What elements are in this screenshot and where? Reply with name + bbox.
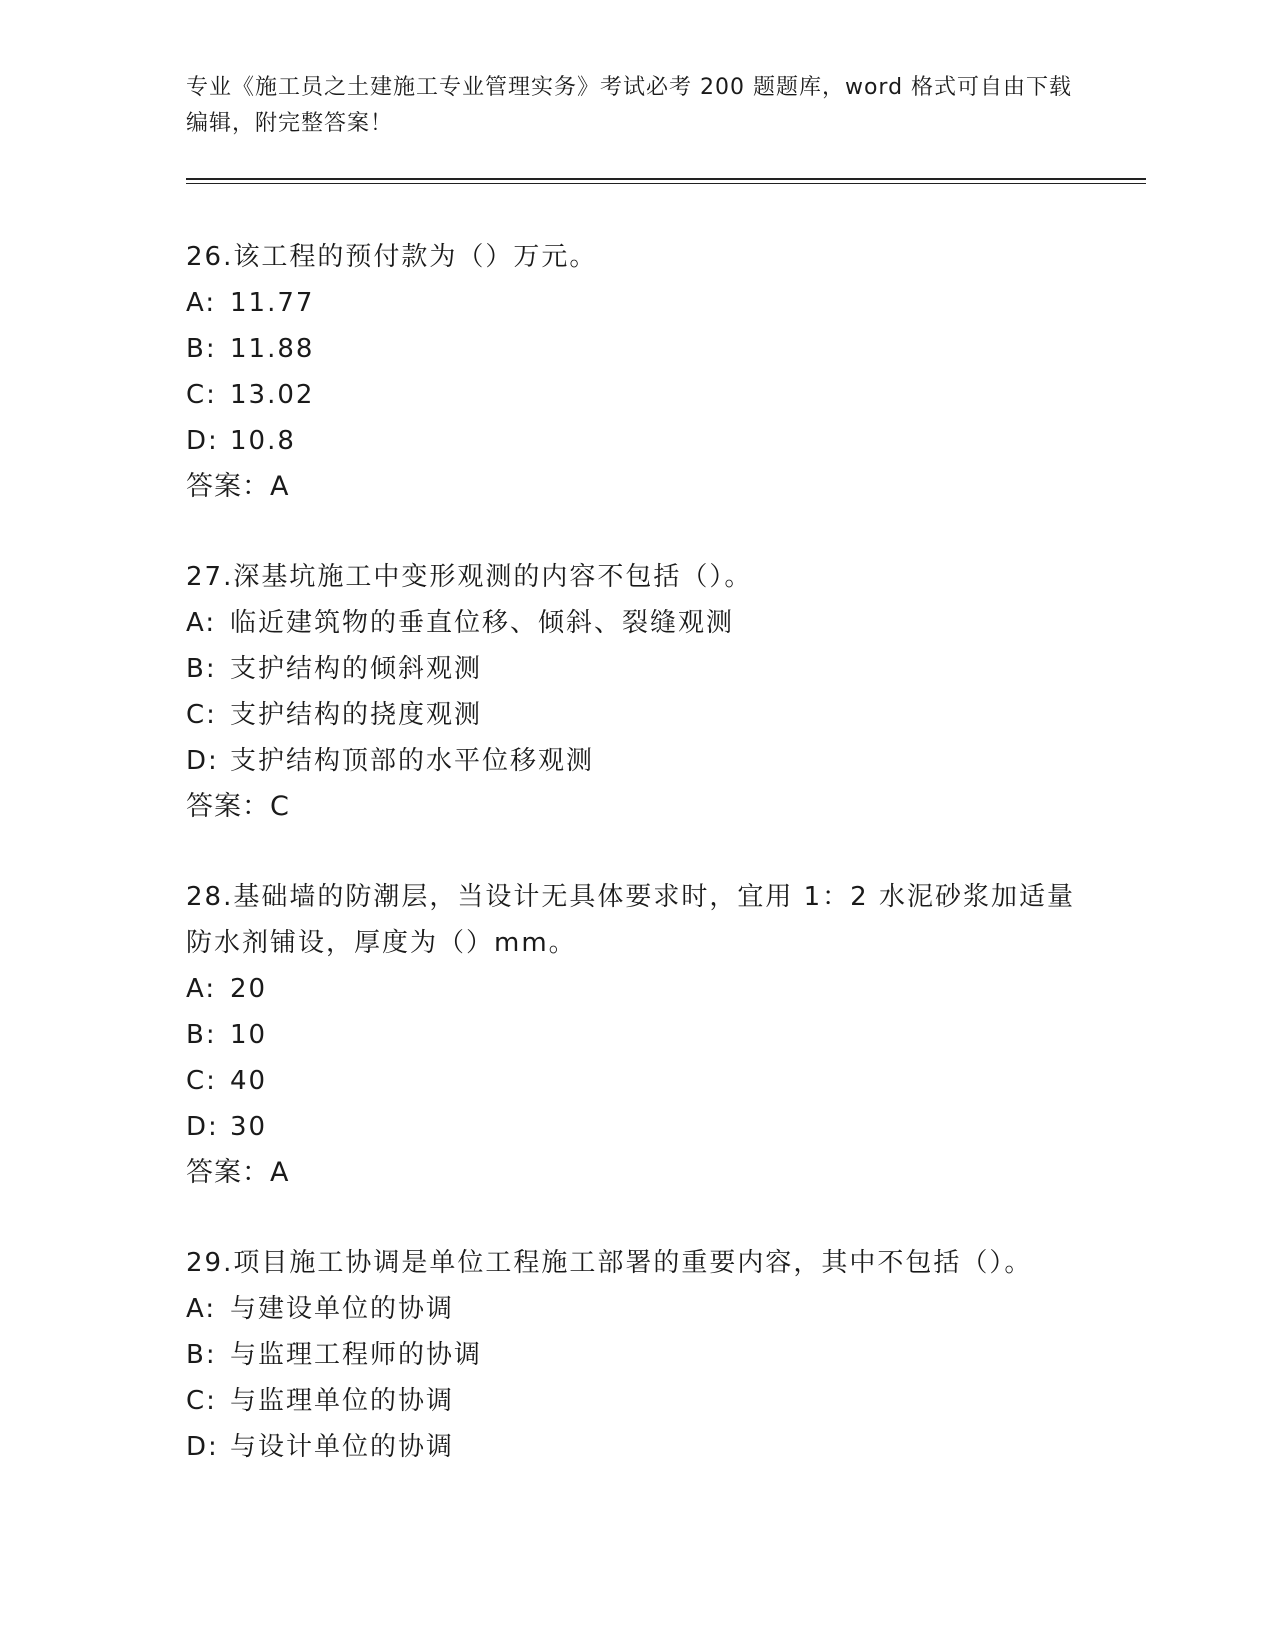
option-text: 13.02	[230, 380, 315, 410]
option-b	[186, 1012, 1086, 1058]
option-text: 与建设单位的协调	[230, 1294, 455, 1324]
option-key: A:	[186, 288, 217, 318]
question-stem: 28.基础墙的防潮层，当设计无具体要求时，宜用 1：2 水泥砂浆加适量防水剂铺设，厚度为（）mm。	[186, 882, 1075, 958]
option-b	[186, 326, 1086, 372]
option-text: 与监理单位的协调	[230, 1386, 455, 1416]
option-a	[186, 280, 1086, 326]
header-divider-thick	[186, 178, 1146, 180]
option-text: 支护结构顶部的水平位移观测	[230, 746, 595, 776]
option-c	[186, 1378, 1086, 1424]
option-key: B:	[186, 1340, 217, 1370]
answer-line: 答案：A	[186, 471, 290, 502]
option-key: A:	[186, 608, 217, 638]
document-header-intro: 专业《施工员之土建施工专业管理实务》考试必考 200 题题库，word 格式可自由下载编辑，附完整答案！	[186, 75, 1073, 136]
option-text: 临近建筑物的垂直位移、倾斜、裂缝观测	[230, 608, 735, 638]
question-stem: 29.项目施工协调是单位工程施工部署的重要内容，其中不包括（）。	[186, 1248, 1033, 1278]
answer-line: 答案：C	[186, 791, 290, 822]
option-key: C:	[186, 380, 217, 410]
option-key: B:	[186, 654, 217, 684]
option-key: C:	[186, 1066, 217, 1096]
question-28	[186, 874, 1086, 1196]
question-26	[186, 234, 1086, 510]
option-text: 支护结构的挠度观测	[230, 700, 483, 730]
option-c	[186, 1058, 1086, 1104]
option-text: 11.88	[230, 334, 315, 364]
option-text: 11.77	[230, 288, 315, 318]
option-a	[186, 966, 1086, 1012]
answer-line: 答案：A	[186, 1157, 290, 1188]
question-27	[186, 554, 1086, 830]
option-text: 40	[230, 1066, 268, 1096]
option-key: D:	[186, 1432, 219, 1462]
option-key: C:	[186, 1386, 217, 1416]
option-key: B:	[186, 1020, 217, 1050]
question-29	[186, 1240, 1086, 1470]
option-key: D:	[186, 1112, 219, 1142]
option-key: D:	[186, 746, 219, 776]
option-text: 支护结构的倾斜观测	[230, 654, 483, 684]
option-text: 与监理工程师的协调	[230, 1340, 483, 1370]
option-c	[186, 692, 1086, 738]
option-b	[186, 646, 1086, 692]
option-key: A:	[186, 1294, 217, 1324]
option-a	[186, 600, 1086, 646]
option-text: 30	[230, 1112, 268, 1142]
option-key: A:	[186, 974, 217, 1004]
option-d	[186, 1424, 1086, 1470]
question-stem: 27.深基坑施工中变形观测的内容不包括（）。	[186, 562, 753, 592]
option-a	[186, 1286, 1086, 1332]
option-key: B:	[186, 334, 217, 364]
option-text: 与设计单位的协调	[230, 1432, 455, 1462]
option-d	[186, 738, 1086, 784]
question-stem: 26.该工程的预付款为（）万元。	[186, 242, 598, 272]
option-d	[186, 1104, 1086, 1150]
header-divider-thin	[186, 183, 1146, 184]
option-text: 20	[230, 974, 268, 1004]
option-c	[186, 372, 1086, 418]
option-text: 10.8	[230, 426, 296, 456]
option-key: C:	[186, 700, 217, 730]
option-text: 10	[230, 1020, 268, 1050]
option-key: D:	[186, 426, 219, 456]
option-d	[186, 418, 1086, 464]
option-b	[186, 1332, 1086, 1378]
